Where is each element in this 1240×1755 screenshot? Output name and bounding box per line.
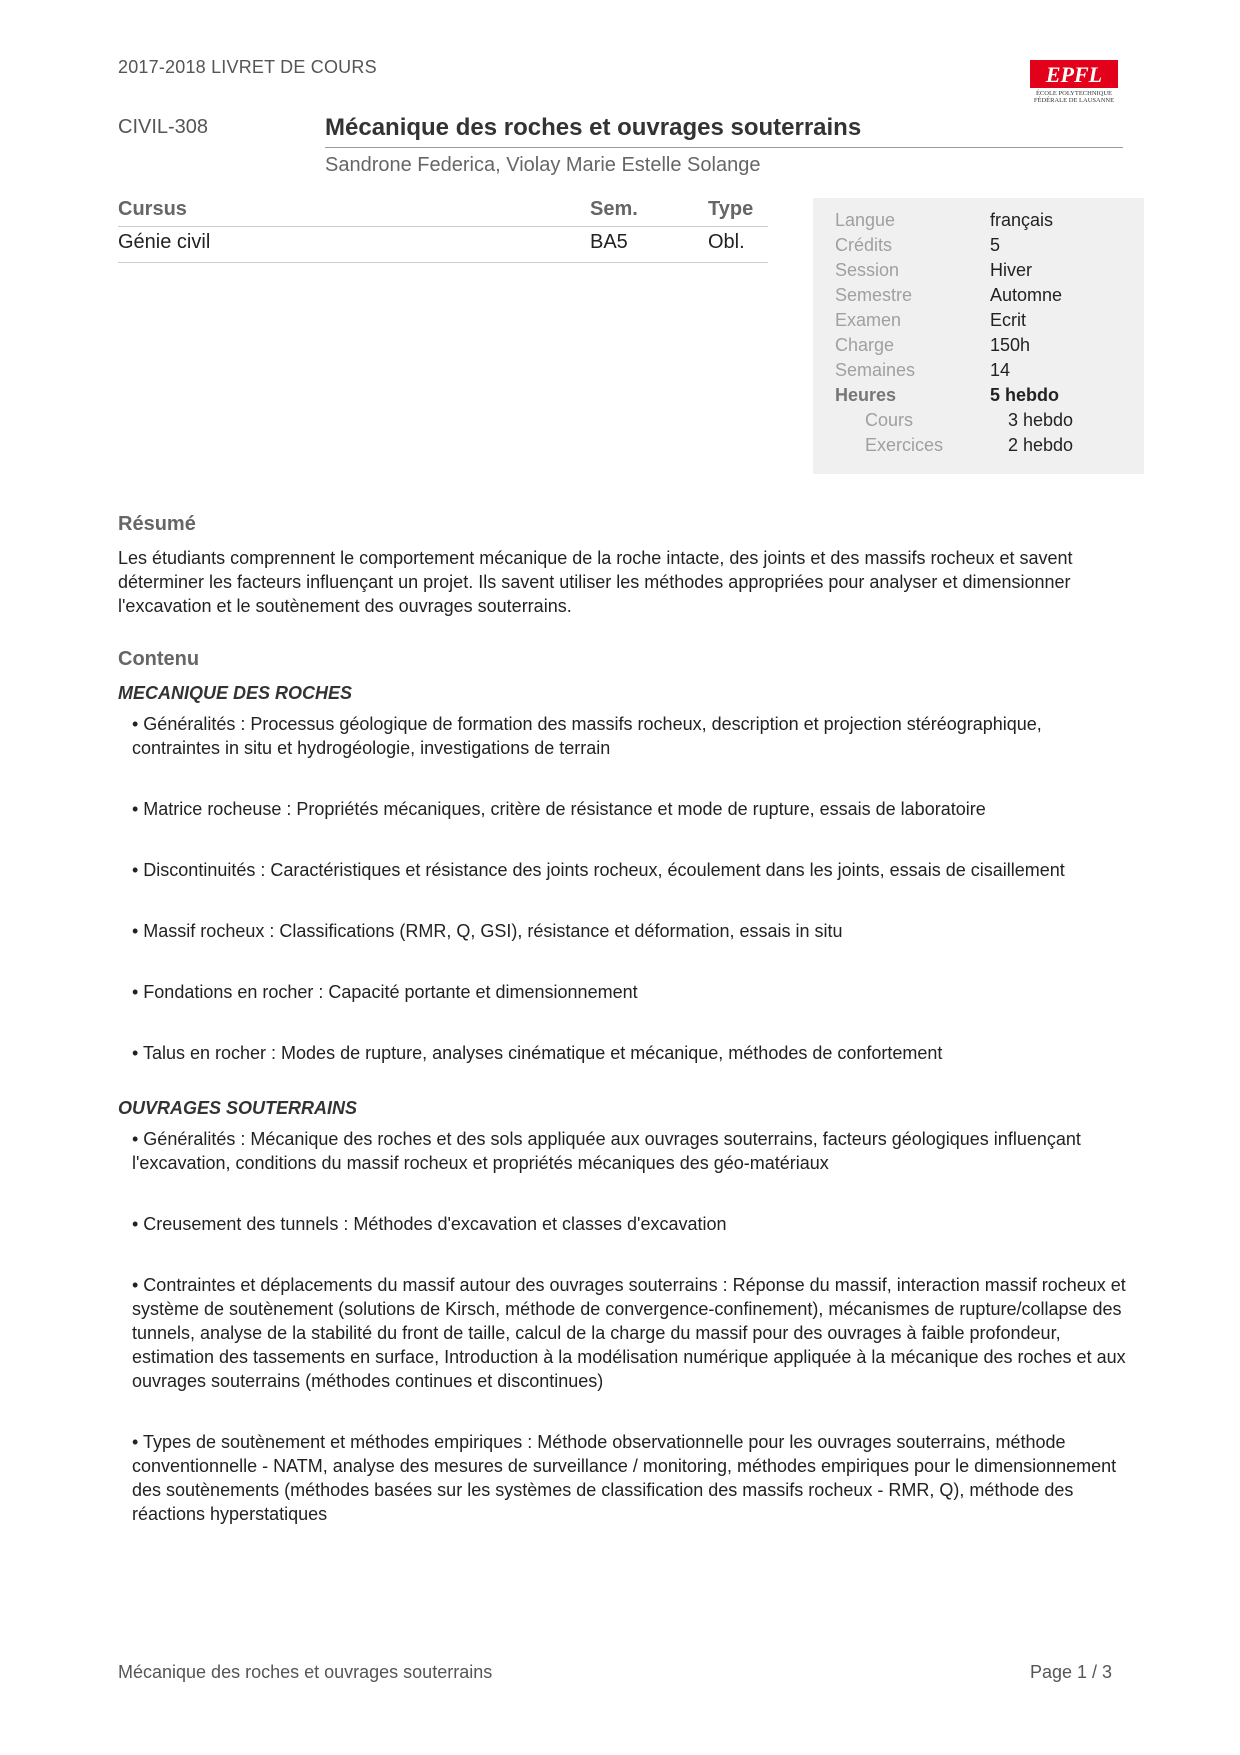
info-examen: Examen Ecrit (835, 310, 1026, 330)
course-info-box (813, 198, 1144, 474)
info-semaines: Semaines 14 (835, 360, 1011, 380)
cursus-table-header-row (118, 196, 768, 227)
list-item: • Fondations en rocher : Capacité portante et dimensionnement (132, 982, 638, 1002)
list-item: • Massif rocheux : Classifications (RMR, Q, GSI), résistance et déformation, essais in situ (132, 921, 843, 941)
header-semester: Sem. (590, 196, 708, 227)
epfl-logo (1030, 58, 1118, 104)
course-title: Mécanique des roches et ouvrages souterrains (325, 114, 862, 141)
course-teachers: Sandrone Federica, Violay Marie Estelle Solange (325, 154, 761, 176)
logo-line-2: FÉDÉRALE DE LAUSANNE (1033, 97, 1115, 104)
cursus-table (118, 196, 768, 263)
list-item: • Discontinuités : Caractéristiques et résistance des joints rocheux, écoulement dans les joints, essais de cisaillement (132, 860, 1065, 880)
contenu-heading: Contenu (118, 648, 200, 670)
info-exercices: Exercices 2 hebdo (865, 435, 1074, 455)
footer-title: Mécanique des roches et ouvrages souterrains (118, 1662, 493, 1682)
info-charge: Charge 150h (835, 335, 1031, 355)
cell-cursus: Génie civil (118, 227, 590, 263)
booklet-header: 2017-2018 LIVRET DE COURS (118, 57, 377, 77)
list-item: • Creusement des tunnels : Méthodes d'excavation et classes d'excavation (132, 1214, 727, 1234)
logo-word: EPFL (1045, 62, 1103, 87)
table-row (118, 227, 768, 263)
cell-semester: BA5 (590, 227, 708, 263)
section-title-mecanique: MECANIQUE DES ROCHES (118, 683, 353, 703)
info-heures: Heures 5 hebdo (835, 385, 1060, 405)
logo-line-1: ÉCOLE POLYTECHNIQUE (1035, 90, 1113, 97)
course-code: CIVIL-308 (118, 116, 209, 138)
list-item: • Contraintes et déplacements du massif autour des ouvrages souterrains : Réponse du massif, interaction massif rocheux et système de soutènement (solutions de Kirsch, méthode de convergence-confinement), mécanismes de rupture/collapse des tunnels, analyse de la stabilité du front de taille, calcul de la charge du massif pour des ouvrages à faible profondeur, estimation des tassements en surface, Introduction à la modélisation numérique appliquée à la mécanique des roches et aux ouvrages souterrains (méthodes continues et discontinues) (132, 1275, 1126, 1391)
resume-text: Les étudiants comprennent le comportement mécanique de la roche intacte, des joints et des massifs rocheux et savent déterminer les facteurs influençant un projet. Ils savent utiliser les méthodes appropriées pour analyser et dimensionner l'excavation et le soutènement des ouvrages souterrains. (118, 548, 1073, 616)
list-item: • Généralités : Mécanique des roches et des sols appliquée aux ouvrages souterrains, facteurs géologiques influençant l'excavation, conditions du massif rocheux et propriétés mécaniques des géo-matériaux (132, 1129, 1081, 1173)
list-item: • Généralités : Processus géologique de formation des massifs rocheux, description et projection stéréographique, contraintes in situ et hydrogéologie, investigations de terrain (132, 714, 1042, 758)
page-number: Page 1 / 3 (1030, 1662, 1113, 1682)
header-cursus: Cursus (118, 196, 590, 227)
info-session: Session Hiver (835, 260, 1033, 280)
info-cours: Cours 3 hebdo (865, 410, 1074, 430)
header-type: Type (708, 196, 768, 227)
info-semestre: Semestre Automne (835, 285, 1063, 305)
info-langue: Langue français (835, 210, 1054, 230)
cell-type: Obl. (708, 227, 768, 263)
resume-heading: Résumé (118, 513, 196, 535)
title-divider (325, 147, 1123, 148)
list-item: • Talus en rocher : Modes de rupture, analyses cinématique et mécanique, méthodes de confortement (132, 1043, 943, 1063)
list-item: • Types de soutènement et méthodes empiriques : Méthode observationnelle pour les ouvrages souterrains, méthode conventionnelle - NATM, analyse des mesures de surveillance / monitoring, méthodes empiriques pour le dimensionnement des soutènements (méthodes basées sur les systèmes de classification des massifs rocheux - RMR, Q), méthode des réactions hyperstatiques (132, 1432, 1117, 1524)
list-item: • Matrice rocheuse : Propriétés mécaniques, critère de résistance et mode de rupture, essais de laboratoire (132, 799, 986, 819)
info-credits: Crédits 5 (835, 235, 1001, 255)
section-title-ouvrages: OUVRAGES SOUTERRAINS (118, 1098, 358, 1118)
